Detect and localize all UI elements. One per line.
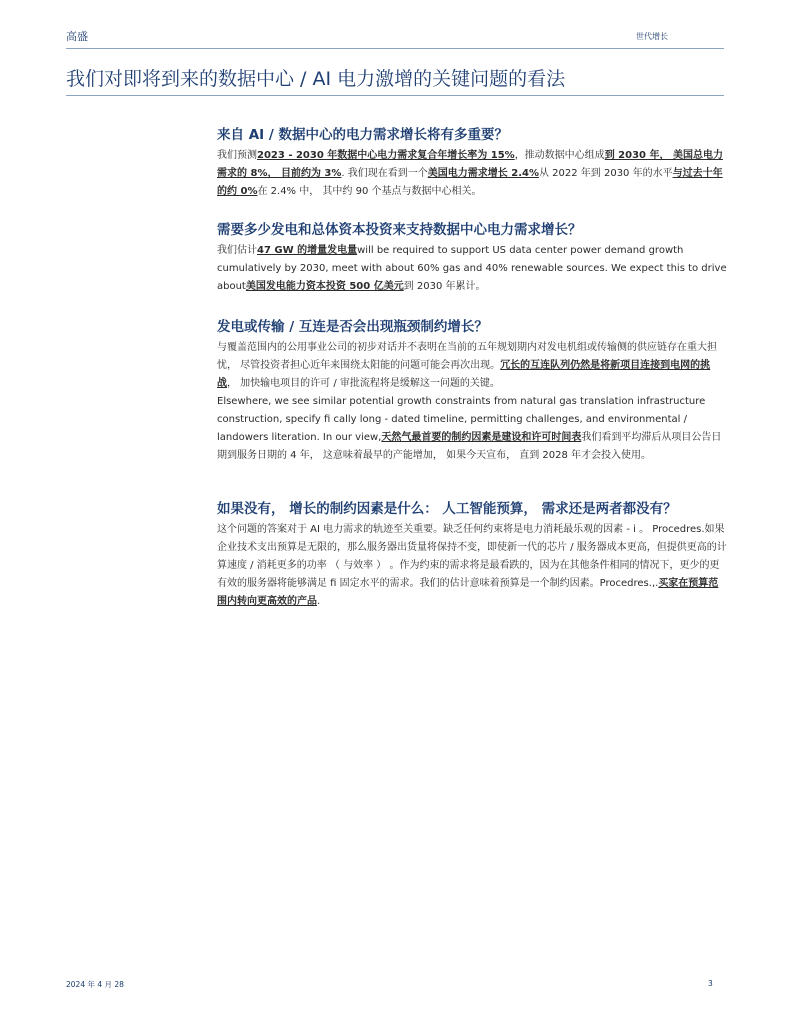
section-body: 这个问题的答案对于 AI 电力需求的轨迹至关重要。缺乏任何约束将是电力消耗最乐观的因素 - i 。 Procedres.如果企业技术支出预算是无限的，那么服务器出货量将保持不变，即使新一代的芯片 / 服务器成本更高，但提供更高的计算速度 / 消耗更多的功率 （ 与效率 ） 。作为约束的需求将是最看跌的，因为在其他条件相同的情况下，更少的更有效的服务器将能够满足 fi 固定水平的需求。我们的估计意味着预算是一个制约因素。Procedres.,.买家在预算范围内转向更高效的产品. [217, 524, 727, 607]
section-heading: 如果没有， 增长的制约因素是什么： 人工智能预算， 需求还是两者都没有？ [217, 501, 677, 517]
section-heading: 需要多少发电和总体资本投资来支持数据中心电力需求增长？ [217, 222, 582, 238]
page-title: 我们对即将到来的数据中心 / AI 电力激增的关键问题的看法 [66, 68, 566, 90]
section-heading: 来自 AI / 数据中心的电力需求增长将有多重要？ [217, 127, 509, 143]
section-bottlenecks [217, 318, 727, 465]
section-constraints [217, 500, 727, 611]
section-body: 我们估计47 GW 的增量发电量will be required to support US data center power demand growth cumulatively by 2030, meet with about 60% gas and 40% renewable sources. We expect this to drive about美国发电能力资本投资 500 亿美元到 2030 年累计。 [217, 245, 727, 292]
section-body-2: Elsewhere, we see similar potential growth constraints from natural gas translation infrastructure construction, specify fi cally long - dated timeline, permitting challenges, and environmental / landowers literation. In our view,天然气最首要的制约因素是建设和许可时间表我们看到平均滞后从项目公告日期到服务日期的 4 年， 这意味着最早的产能增加， 如果今天宣布， 直到 2028 年才会投入使用。 [217, 396, 722, 461]
header-series: 世代增长 [636, 32, 668, 41]
section-investment [217, 221, 727, 296]
header-brand: 高盛 [66, 30, 88, 43]
title-divider [66, 95, 724, 96]
page-number: 3 [708, 979, 713, 988]
footer-date: 2024 年 4 月 28 [66, 980, 124, 989]
section-body: 我们预测2023 - 2030 年数据中心电力需求复合年增长率为 15%，推动数据中心组成到 2030 年， 美国总电力需求的 8%， 目前约为 3%. 我们现在看到一个美国电力需求增长 2.4%从 2022 年到 2030 年的水平与过去十年的约 0%在 2.4% 中， 其中约 90 个基点与数据中心相关。 [217, 150, 723, 197]
section-body: 与覆盖范围内的公用事业公司的初步对话并不表明在当前的五年规划期内对发电机组或传输侧的供应链存在重大担忧， 尽管投资者担心近年来围绕太阳能的问题可能会再次出现。冗长的互连队列仍然是将新项目连接到电网的挑战， 加快输电项目的许可 / 审批流程将是缓解这一问题的关键。 [217, 342, 717, 389]
section-importance [217, 126, 727, 201]
header-divider [66, 48, 724, 49]
section-heading: 发电或传输 / 互连是否会出现瓶颈制约增长？ [217, 319, 488, 335]
